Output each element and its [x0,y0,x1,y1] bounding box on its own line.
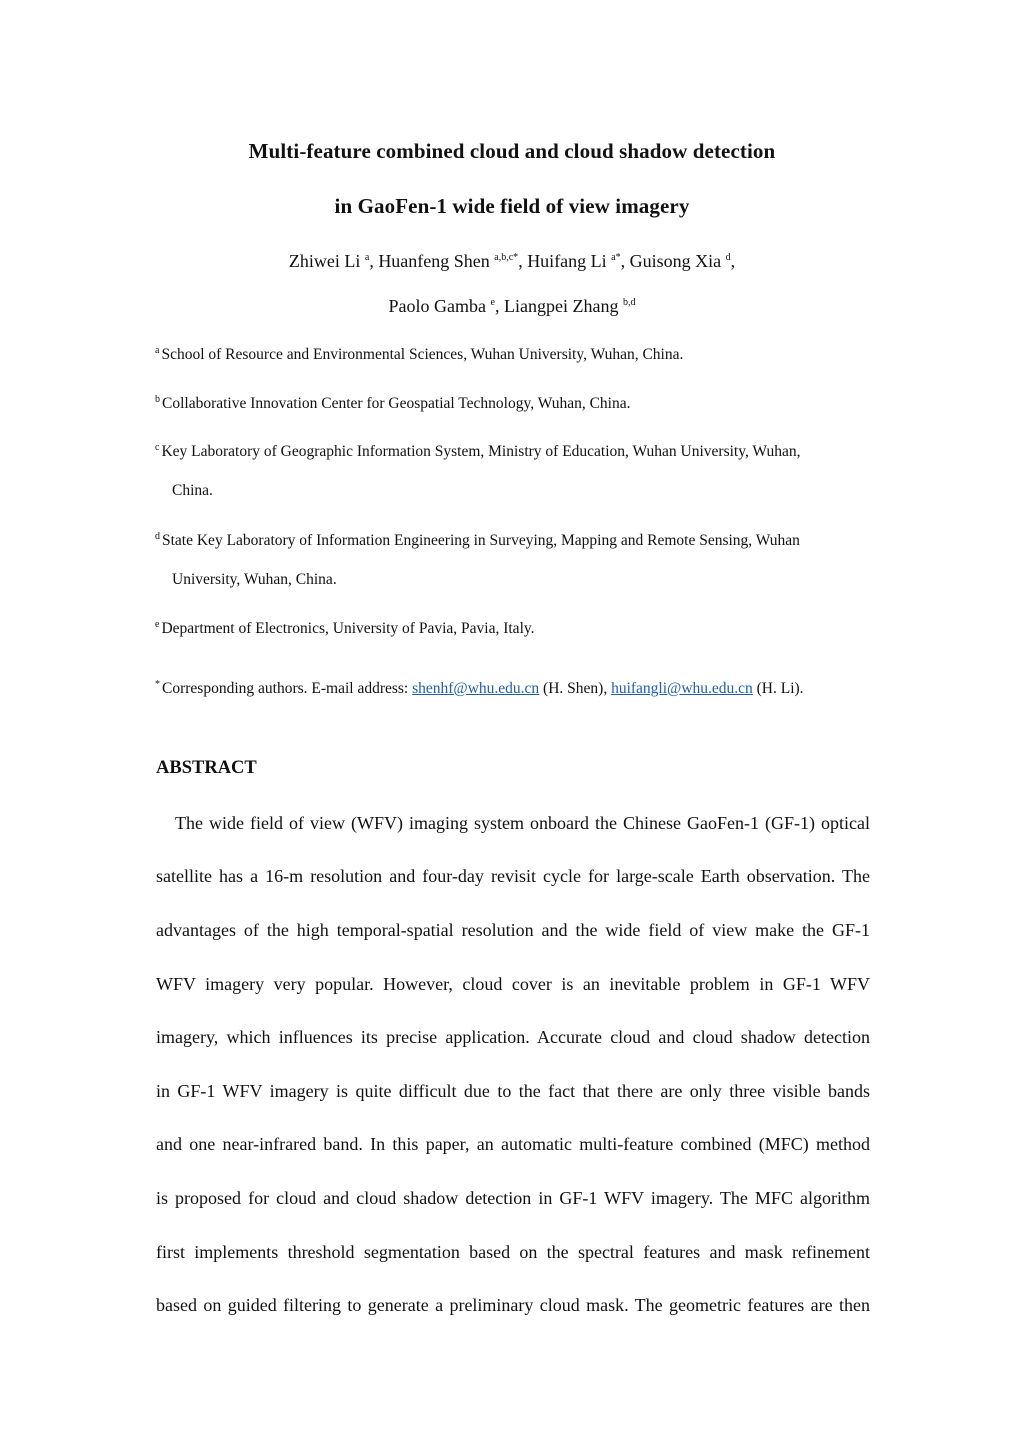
abstract-line: is proposed for cloud and cloud shadow detection in GF-1 WFV imagery. The MFC algorithm [156,1188,870,1208]
affiliation-d-continued: University, Wuhan, China. [172,571,337,588]
author-affiliation-mark: b,d [622,297,636,308]
author-name: Paolo Gamba [388,296,487,316]
paper-title-line-1: Multi-feature combined cloud and cloud shadow detection [248,139,776,163]
email-link-shen[interactable]: shenhf@whu.edu.cn [412,680,540,697]
affiliation-a [155,345,875,364]
author-affiliation-mark: e [490,297,495,308]
author-name: Liangpei Zhang [503,296,619,316]
affiliation-text: Department of Electronics, University of Pavia, Pavia, Italy. [161,620,535,637]
author-affiliation-mark: a [364,252,370,263]
affiliation-text: State Key Laboratory of Information Engineering in Surveying, Mapping and Remote Sensing, Wuhan [162,532,800,549]
affiliation-d [155,531,875,550]
affiliation-b [155,394,875,413]
author-list-line-1: Zhiwei Li $^a$, Huanfeng Shen $^{a,b,c*}$, Huifang Li $^{a*}$, Guisong Xia $^d$, [288,251,736,271]
affiliation-mark: c [155,442,160,453]
abstract-line: satellite has a 16-m resolution and four-day revisit cycle for large-scale Earth observation. The [156,866,870,886]
author-affiliation-mark: a* [611,252,621,263]
affiliation-text: Collaborative Innovation Center for Geospatial Technology, Wuhan, China. [162,395,631,412]
abstract-line: advantages of the high temporal-spatial resolution and the wide field of view make the GF-1 [156,920,870,940]
corresponding-name-2: (H. Li). [756,680,804,697]
author-name: Huifang Li [527,251,607,271]
author-name: Guisong Xia [629,251,722,271]
affiliation-mark: a [155,345,160,356]
affiliation-text: Key Laboratory of Geographic Information System, Ministry of Education, Wuhan University, Wuhan, [161,443,801,460]
author-name: Huanfeng Shen [378,251,490,271]
abstract-line: The wide field of view (WFV) imaging system onboard the Chinese GaoFen-1 (GF-1) optical [175,813,870,833]
corresponding-prefix: Corresponding authors. E-mail address: [162,680,409,697]
author-affiliation-mark: a,b,c* [494,252,519,263]
affiliation-e [155,619,875,638]
affiliation-mark: b [155,394,160,405]
abstract-line: first implements threshold segmentation based on the spectral features and mask refinement [156,1242,870,1262]
abstract-line: in GF-1 WFV imagery is quite difficult due to the fact that there are only three visible bands [156,1081,870,1101]
abstract-line: imagery, which influences its precise application. Accurate cloud and cloud shadow detection [156,1027,870,1047]
abstract-line: based on guided filtering to generate a preliminary cloud mask. The geometric features are then [156,1295,870,1315]
affiliation-c [155,442,875,461]
corresponding-mark: * [155,679,160,690]
affiliation-c-continued: China. [172,482,213,499]
email-link-li[interactable]: huifangli@whu.edu.cn [611,680,753,697]
abstract-line: WFV imagery very popular. However, cloud cover is an inevitable problem in GF-1 WFV [156,974,870,994]
author-name: Zhiwei Li [288,251,361,271]
affiliation-mark: d [155,531,160,542]
author-affiliation-mark: d [725,252,731,263]
abstract-line: and one near-infrared band. In this paper, an automatic multi-feature combined (MFC) method [156,1134,870,1154]
corresponding-authors [155,679,875,698]
corresponding-name-1: (H. Shen), [543,680,608,697]
affiliation-mark: e [155,619,160,630]
paper-title-line-2: in GaoFen-1 wide field of view imagery [334,194,690,218]
abstract-heading: ABSTRACT [156,758,257,778]
affiliation-text: School of Resource and Environmental Sciences, Wuhan University, Wuhan, China. [161,346,684,363]
author-list-line-2: Paolo Gamba $^e$, Liangpei Zhang $^{b,d}$ [388,296,636,316]
